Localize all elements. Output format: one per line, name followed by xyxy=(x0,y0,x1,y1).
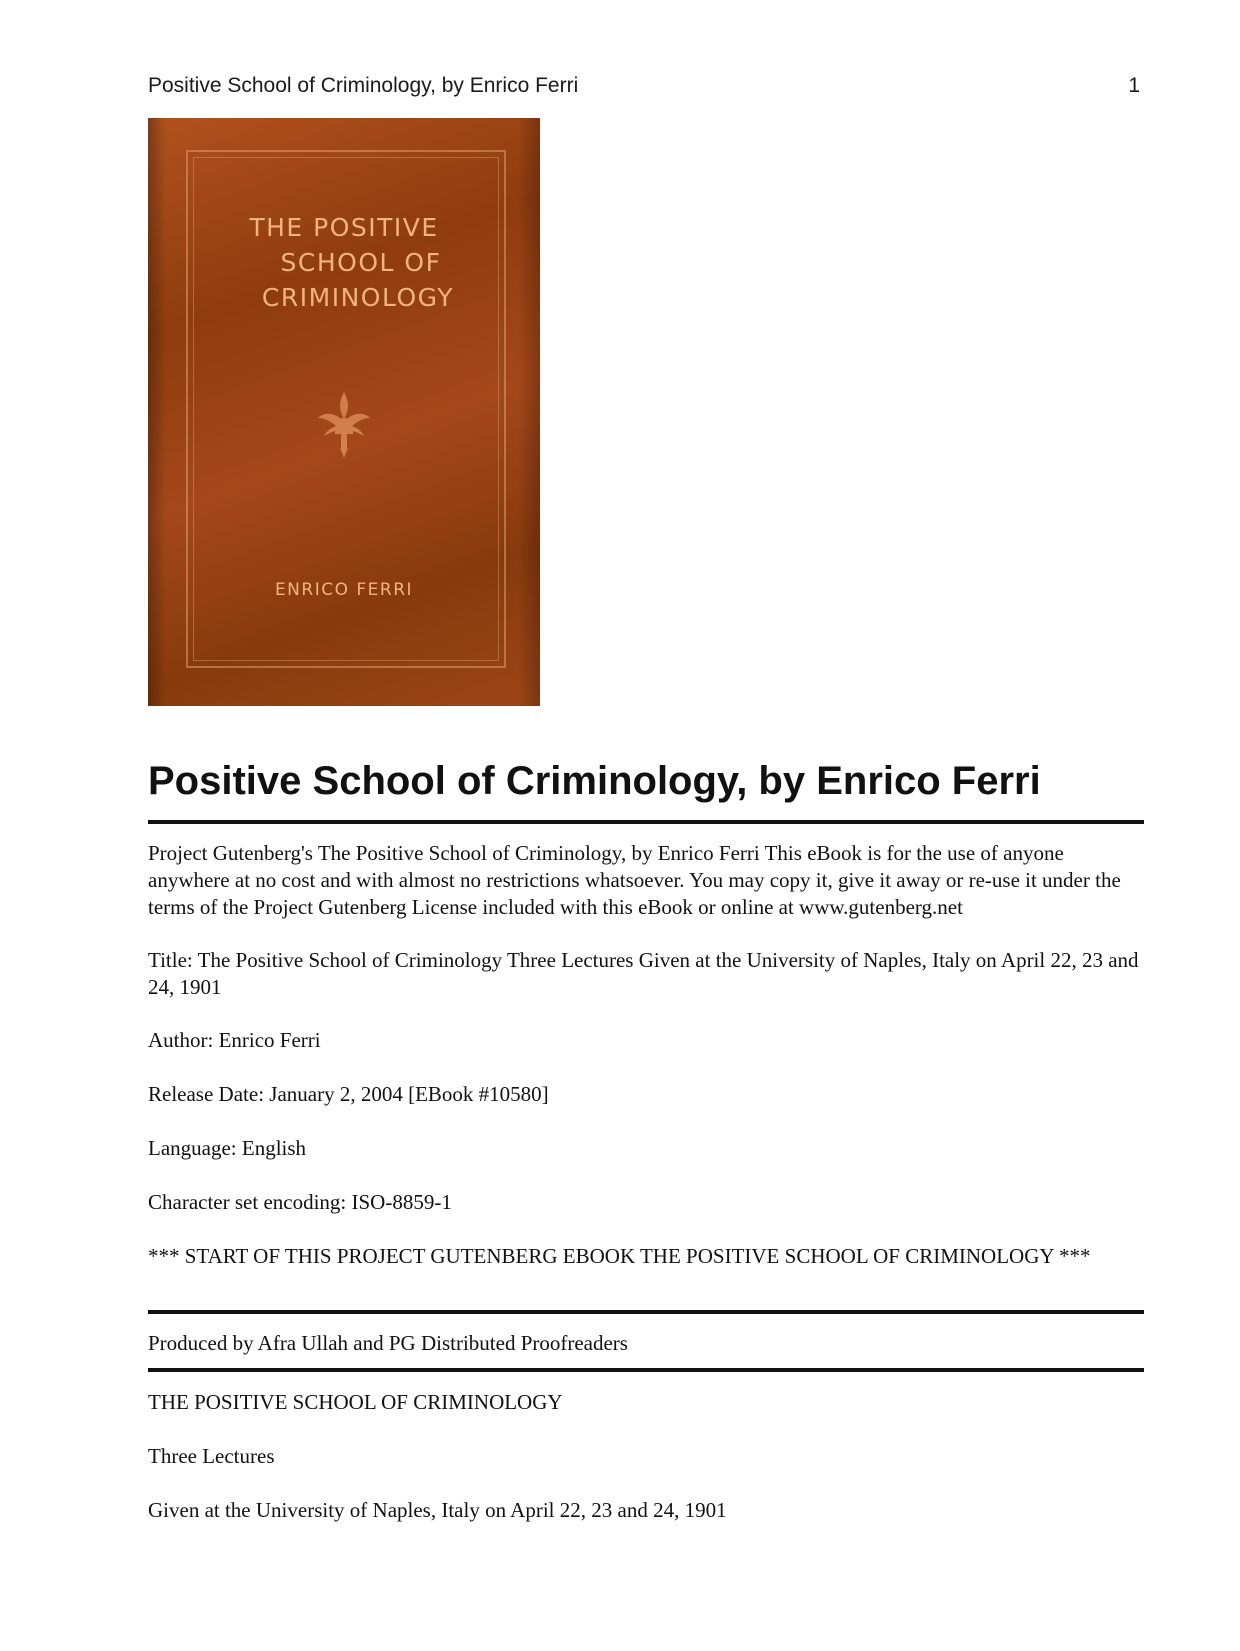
running-title: Positive School of Criminology, by Enrico Ferri xyxy=(148,74,579,97)
start-marker-paragraph: *** START OF THIS PROJECT GUTENBERG EBOOK THE POSITIVE SCHOOL OF CRIMINOLOGY *** xyxy=(148,1244,1091,1268)
book-cover-image xyxy=(148,118,540,706)
fleur-de-lis-ornament-icon xyxy=(314,390,374,460)
release-date-paragraph: Release Date: January 2, 2004 [EBook #10580] xyxy=(148,1082,549,1106)
cover-title-line: SCHOOL OF xyxy=(280,248,442,277)
produced-by-paragraph: Produced by Afra Ullah and PG Distributed Proofreaders xyxy=(148,1331,628,1355)
divider xyxy=(148,1368,1144,1372)
author-paragraph: Author: Enrico Ferri xyxy=(148,1028,321,1052)
subtitle-paragraph: Three Lectures xyxy=(148,1444,275,1468)
encoding-paragraph: Character set encoding: ISO-8859-1 xyxy=(148,1190,452,1214)
cover-title xyxy=(148,210,540,315)
book-title-paragraph: THE POSITIVE SCHOOL OF CRIMINOLOGY xyxy=(148,1390,563,1414)
page-title: Positive School of Criminology, by Enrico Ferri xyxy=(148,759,1041,803)
divider xyxy=(148,1310,1144,1314)
running-header xyxy=(148,74,1140,102)
cover-author: ENRICO FERRI xyxy=(274,580,414,600)
page-number: 1 xyxy=(1128,74,1140,97)
license-paragraph: Project Gutenberg's The Positive School of Criminology, by Enrico Ferri This eBook is for the use of anyone anywhere at no cost and with almost no restrictions whatsoever. You may copy it, give it away or re-use it under the terms of the Project Gutenberg License included with this eBook or online at www.gutenberg.net xyxy=(148,841,1121,919)
title-paragraph: Title: The Positive School of Criminology Three Lectures Given at the University of Naples, Italy on April 22, 23 and 24, 1901 xyxy=(148,948,1139,999)
cover-title-line: CRIMINOLOGY xyxy=(261,283,455,312)
language-paragraph: Language: English xyxy=(148,1136,307,1160)
cover-title-line: THE POSITIVE xyxy=(249,213,439,242)
divider xyxy=(148,820,1144,824)
given-at-paragraph: Given at the University of Naples, Italy on April 22, 23 and 24, 1901 xyxy=(148,1498,727,1522)
